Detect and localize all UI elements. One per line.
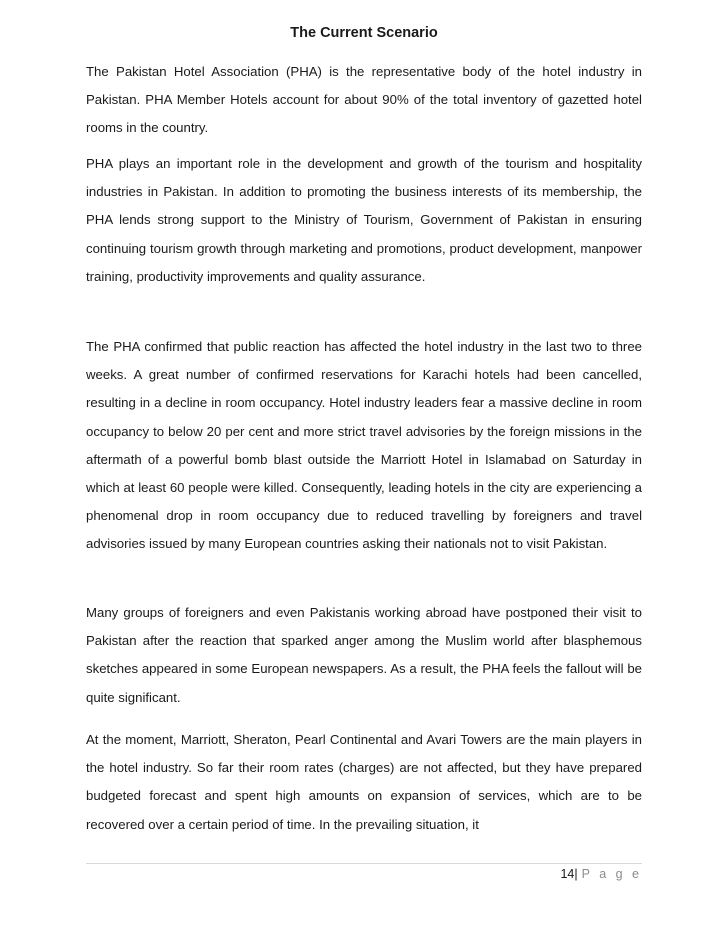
paragraph-pha-role: PHA plays an important role in the development and growth of the tourism and hospitality industries in Pakistan. In addition to promoting the business interests of its membership, the PHA lends strong support to the Ministry of Tourism, Government of Pakistan in ensuring continuing tourism growth through marketing and promotions, product development, manpower training, productivity improvements and quality assurance. — [86, 156, 642, 284]
paragraph-foreigners-postponed: Many groups of foreigners and even Pakistanis working abroad have postponed their visit to Pakistan after the reaction that sparked anger among the Muslim world after blasphemous sketches appeared in some European newspapers. As a result, the PHA feels the fallout will be quite significant. — [86, 605, 642, 705]
footer-divider — [86, 863, 642, 864]
footer-separator: | — [574, 867, 578, 881]
page-number: 14 — [560, 867, 575, 881]
paragraph-public-reaction: The PHA confirmed that public reaction has affected the hotel industry in the last two to three weeks. A great number of confirmed reservations for Karachi hotels had been cancelled, resulting in a decline in room occupancy. Hotel industry leaders fear a massive decline in room occupancy to below 20 per cent and more strict travel advisories by the foreign missions in the aftermath of a powerful bomb blast outside the Marriott Hotel in Islamabad on Saturday in which at least 60 people were killed. Consequently, leading hotels in the city are experiencing a phenomenal drop in room occupancy due to reduced travelling by foreigners and travel advisories issued by many European countries asking their nationals not to visit Pakistan. — [86, 339, 642, 552]
paragraph-main-players: At the moment, Marriott, Sheraton, Pearl Continental and Avari Towers are the main players in the hotel industry. So far their room rates (charges) are not affected, but they have prepared budgeted forecast and spent high amounts on expansion of services, which are to be recovered over a certain period of time. In the prevailing situation, it — [86, 732, 642, 832]
paragraph-pha-intro: The Pakistan Hotel Association (PHA) is the representative body of the hotel industry in Pakistan. PHA Member Hotels account for about 90% of the total inventory of gazetted hotel rooms in the country. — [86, 64, 642, 136]
page-footer — [560, 866, 642, 882]
page-word: P a g e — [581, 867, 642, 881]
section-title: The Current Scenario — [290, 25, 438, 41]
